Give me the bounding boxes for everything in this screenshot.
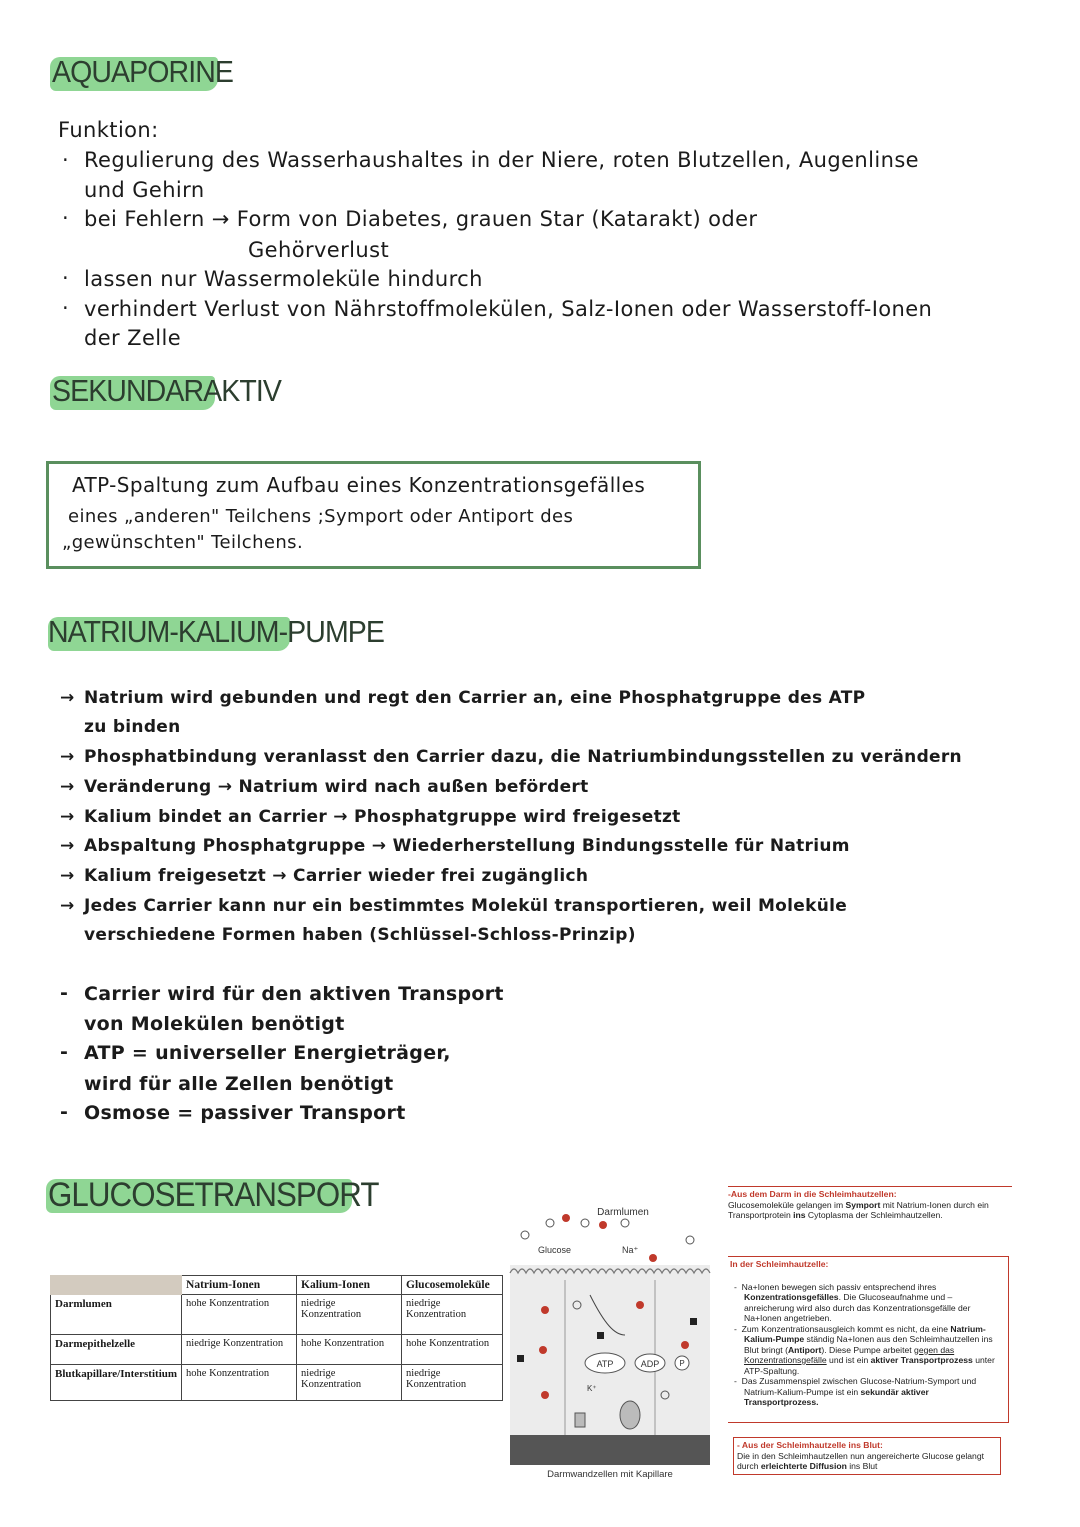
table-header: Natrium-Ionen [182, 1276, 297, 1295]
bullet: · [62, 296, 70, 320]
k-ion [597, 1332, 604, 1339]
info-box-symport [728, 1186, 1012, 1221]
na-ion [541, 1306, 549, 1314]
box-line: ATP-Spaltung zum Aufbau eines Konzentrationsgefälles [72, 473, 646, 497]
pumpe-line: Kalium freigesetzt → Carrier wieder frei zugänglich [84, 866, 589, 886]
arrow-icon: → [60, 688, 75, 708]
aquaporine-line: lassen nur Wassermoleküle hindurch [84, 267, 483, 291]
bullet: · [62, 148, 70, 172]
diagram-label: ADP [640, 1359, 660, 1369]
aquaporine-line: der Zelle [84, 326, 182, 350]
aquaporine-line: bei Fehlern → Form von Diabetes, grauen Star (Katarakt) oder [84, 207, 758, 231]
arrow-icon: → [60, 777, 75, 797]
dash-icon: - [60, 1041, 69, 1063]
bullet: · [62, 206, 70, 230]
table-cell: niedrige Konzentration [402, 1365, 503, 1401]
pumpe-heading: NATRIUM-KALIUM-PUMPE [48, 614, 385, 649]
row-label: Darmepithelzelle [51, 1335, 182, 1365]
pumpe-line: Veränderung → Natrium wird nach außen befördert [84, 777, 589, 797]
info-title: -Aus dem Darm in die Schleimhautzellen: [728, 1189, 897, 1199]
pumpe-line: Jedes Carrier kann nur ein bestimmtes Molekül transportieren, weil Moleküle [84, 896, 848, 916]
sekundaraktiv-heading: SEKUNDARAKTIV [52, 373, 281, 408]
info-item: - Na+Ionen bewegen sich passiv entsprechend ihres Konzentrationsgefälles. Die Glucoseaufnahme und –anreicherung wird also durch das Konzentrationsgefälle der Na+Ionen angetrieben. [734, 1281, 971, 1323]
funktion-label: Funktion: [58, 118, 159, 142]
diagram-label: Darmwandzellen mit Kapillare [547, 1469, 673, 1480]
pumpe-line: Abspaltung Phosphatgruppe → Wiederherstellung Bindungsstelle für Natrium [84, 836, 850, 856]
aquaporine-line: verhindert Verlust von Nährstoffmolekülen, Salz-Ionen oder Wasserstoff-Ionen [84, 297, 933, 321]
dash-icon: - [60, 982, 69, 1004]
table-header: Kalium-Ionen [297, 1276, 402, 1295]
pumpe-line: zu binden [84, 717, 181, 737]
table-row [51, 1335, 503, 1365]
diagram-label: P [679, 1359, 685, 1368]
table-cell: niedrige Konzentration [402, 1295, 503, 1335]
table-row [51, 1295, 503, 1335]
table-corner [51, 1276, 182, 1295]
box-line: „gewünschten" Teilchens. [62, 532, 304, 553]
glucose-heading: GLUCOSETRANSPORT [48, 1176, 379, 1214]
table-cell: hohe Konzentration [297, 1335, 402, 1365]
row-label: Darmlumen [51, 1295, 182, 1335]
summary-line: wird für alle Zellen benötigt [84, 1073, 394, 1095]
k-ion [690, 1318, 697, 1325]
info-item: - Zum Konzentrationsausgleich kommt es nicht, da eine Natrium-Kalium-Pumpe ständig Na+Ionen aus den Schleimhautzellen ins Blut bringt (Antiport). Diese Pumpe arbeitet gegen das Konzentrationsgefälle und ist ein aktiver Transportprozess unter ATP-Spaltung. [734, 1323, 995, 1376]
summary-line: von Molekülen benötigt [84, 1013, 345, 1035]
arrow-icon: → [60, 807, 75, 827]
info-title: - Aus der Schleimhautzelle ins Blut: [737, 1440, 883, 1450]
row-label: Blutkapillare/Interstitium [51, 1365, 182, 1401]
table-cell: hohe Konzentration [402, 1335, 503, 1365]
glucose-molecule [546, 1219, 554, 1227]
table-cell: hohe Konzentration [182, 1365, 297, 1401]
pumpe-line: Kalium bindet an Carrier → Phosphatgruppe wird freigesetzt [84, 807, 681, 827]
glucose-transport-diagram [505, 1195, 715, 1485]
arrow-icon: → [60, 896, 75, 916]
info-title: In der Schleimhautzelle: [730, 1259, 829, 1269]
table-header: Glucosemoleküle [402, 1276, 503, 1295]
table-row [51, 1365, 503, 1401]
arrow-icon: → [60, 747, 75, 767]
glucose-molecule [521, 1231, 529, 1239]
concentration-table [50, 1275, 503, 1401]
summary-line: Osmose = passiver Transport [84, 1102, 406, 1124]
table-cell: niedrige Konzentration [297, 1365, 402, 1401]
arrow-icon: → [60, 866, 75, 886]
pumpe-line: Phosphatbindung veranlasst den Carrier dazu, die Natriumbindungsstellen zu verändern [84, 747, 962, 767]
glucose-molecule [621, 1219, 629, 1227]
table-cell: hohe Konzentration [182, 1295, 297, 1335]
diagram-label: Glucose [538, 1245, 572, 1255]
na-ion [649, 1254, 657, 1262]
table-cell: niedrige Konzentration [297, 1295, 402, 1335]
na-ion [599, 1221, 607, 1229]
info-box-cell [728, 1256, 1009, 1423]
na-ion [636, 1301, 644, 1309]
info-box-blood [733, 1437, 1001, 1475]
aquaporine-heading: AQUAPORINE [52, 54, 233, 89]
summary-line: ATP = universeller Energieträger, [84, 1042, 451, 1064]
diagram-label: ATP [596, 1359, 614, 1369]
na-ion [541, 1391, 549, 1399]
na-ion [539, 1346, 547, 1354]
glucose-molecule [686, 1236, 694, 1244]
diagram-label: Darmlumen [597, 1207, 649, 1218]
aquaporine-line: und Gehirn [84, 178, 205, 202]
na-ion [681, 1341, 689, 1349]
info-text: Glucosemoleküle gelangen im Symport mit Natrium-Ionen durch ein Transportprotein ins Cytoplasma der Schleimhautzellen. [728, 1199, 989, 1220]
arrow-icon: → [60, 836, 75, 856]
diagram-label: Na⁺ [622, 1245, 639, 1255]
diagram-label: K⁺ [587, 1384, 597, 1393]
aquaporine-line: Regulierung des Wasserhaushaltes in der Niere, roten Blutzellen, Augenlinse [84, 148, 919, 172]
aquaporine-line: Gehörverlust [248, 238, 390, 262]
na-ion [562, 1214, 570, 1222]
glucose-molecule [581, 1219, 589, 1227]
k-ion [517, 1355, 524, 1362]
info-text: Die in den Schleimhautzellen nun angereicherte Glucose gelangt durch erleichterte Diffusion ins Blut [737, 1450, 984, 1471]
glut-transporter [575, 1413, 585, 1427]
capillary-layer [510, 1435, 710, 1465]
box-line: eines „anderen" Teilchens ;Symport oder Antiport des [68, 506, 574, 527]
info-item: - Das Zusammenspiel zwischen Glucose-Natrium-Symport und Natrium-Kalium-Pumpe ist ein sekundär aktiver Transportprozess. [734, 1376, 977, 1407]
pumpe-line: Natrium wird gebunden und regt den Carrier an, eine Phosphatgruppe des ATP [84, 688, 866, 708]
pumpe-line: verschiedene Formen haben (Schlüssel-Schloss-Prinzip) [84, 925, 636, 945]
summary-line: Carrier wird für den aktiven Transport [84, 983, 504, 1005]
bullet: · [62, 266, 70, 290]
table-cell: niedrige Konzentration [182, 1335, 297, 1365]
na-k-pump [620, 1401, 640, 1429]
dash-icon: - [60, 1101, 69, 1123]
